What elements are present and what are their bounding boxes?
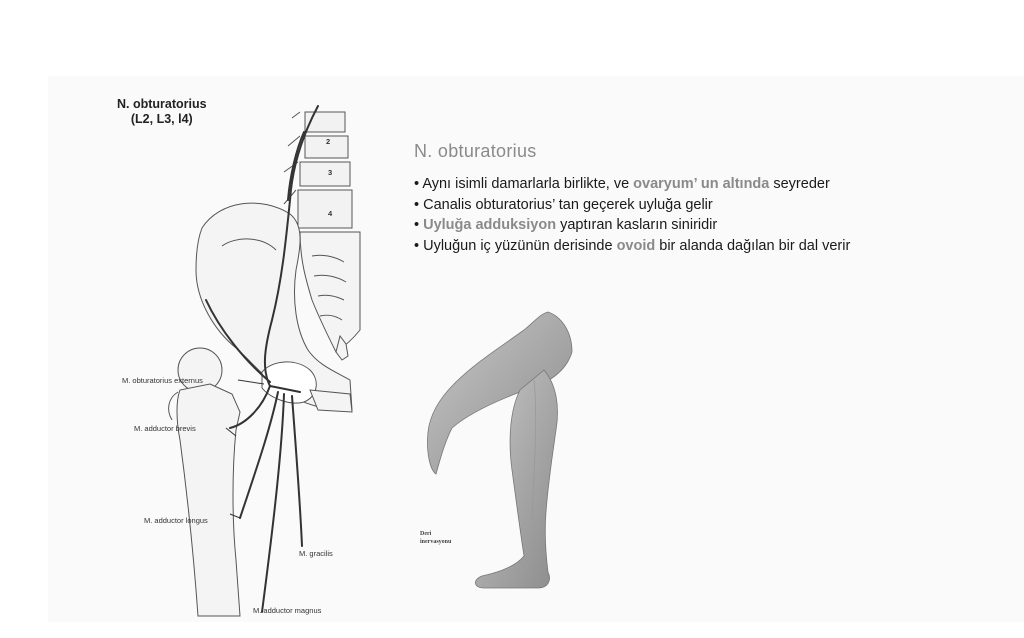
label-adductor-brevis: M. adductor brevis	[134, 424, 196, 433]
figure-title-line1: N. obturatorius	[117, 97, 207, 111]
vertebra-number-3: 3	[328, 168, 333, 177]
vertebra-number-2: 2	[326, 137, 331, 146]
label-obturatorius-externus: M. obturatorius externus	[122, 376, 203, 385]
label-adductor-longus: M. adductor longus	[144, 516, 208, 525]
figure-title-line2: (L2, L3, l4)	[130, 112, 193, 126]
label-adductor-magnus: M. adductor magnus	[253, 606, 322, 615]
label-gracilis: M. gracilis	[299, 549, 333, 558]
bullet-text: yaptıran kasların siniridir	[556, 217, 718, 233]
bullet-item	[414, 195, 850, 216]
bullet-item	[414, 215, 850, 236]
bullet-text: Uyluğun iç yüzünün derisinde	[423, 237, 617, 254]
bullet-text: seyreder	[769, 176, 830, 192]
bullet-text: Aynı isimli damarlarla birlikte, ve	[422, 176, 634, 192]
bullet-emphasis: ovoid	[616, 237, 656, 254]
bullet-text: bir alanda dağılan bir dal verir	[655, 237, 851, 254]
bullet-item	[414, 236, 850, 257]
slide-heading: N. obturatorius	[414, 141, 537, 161]
figure-title	[117, 97, 207, 127]
vertebra-number-4: 4	[328, 209, 333, 218]
bullet-list	[414, 174, 850, 256]
leg-label-line1: Deri	[420, 531, 432, 537]
leg-skin-innervation-illustration	[418, 305, 588, 595]
bullet-item	[414, 174, 850, 195]
bullet-emphasis: Uyluğa adduksiyon	[423, 217, 557, 233]
bullet-emphasis: ovaryum’ un altında	[633, 176, 770, 192]
leg-label-line2: inervasyonu	[420, 539, 452, 545]
leg-figure-label	[420, 530, 451, 546]
bullet-text: Canalis obturatorius’ tan geçerek uyluğa gelir	[423, 196, 713, 213]
